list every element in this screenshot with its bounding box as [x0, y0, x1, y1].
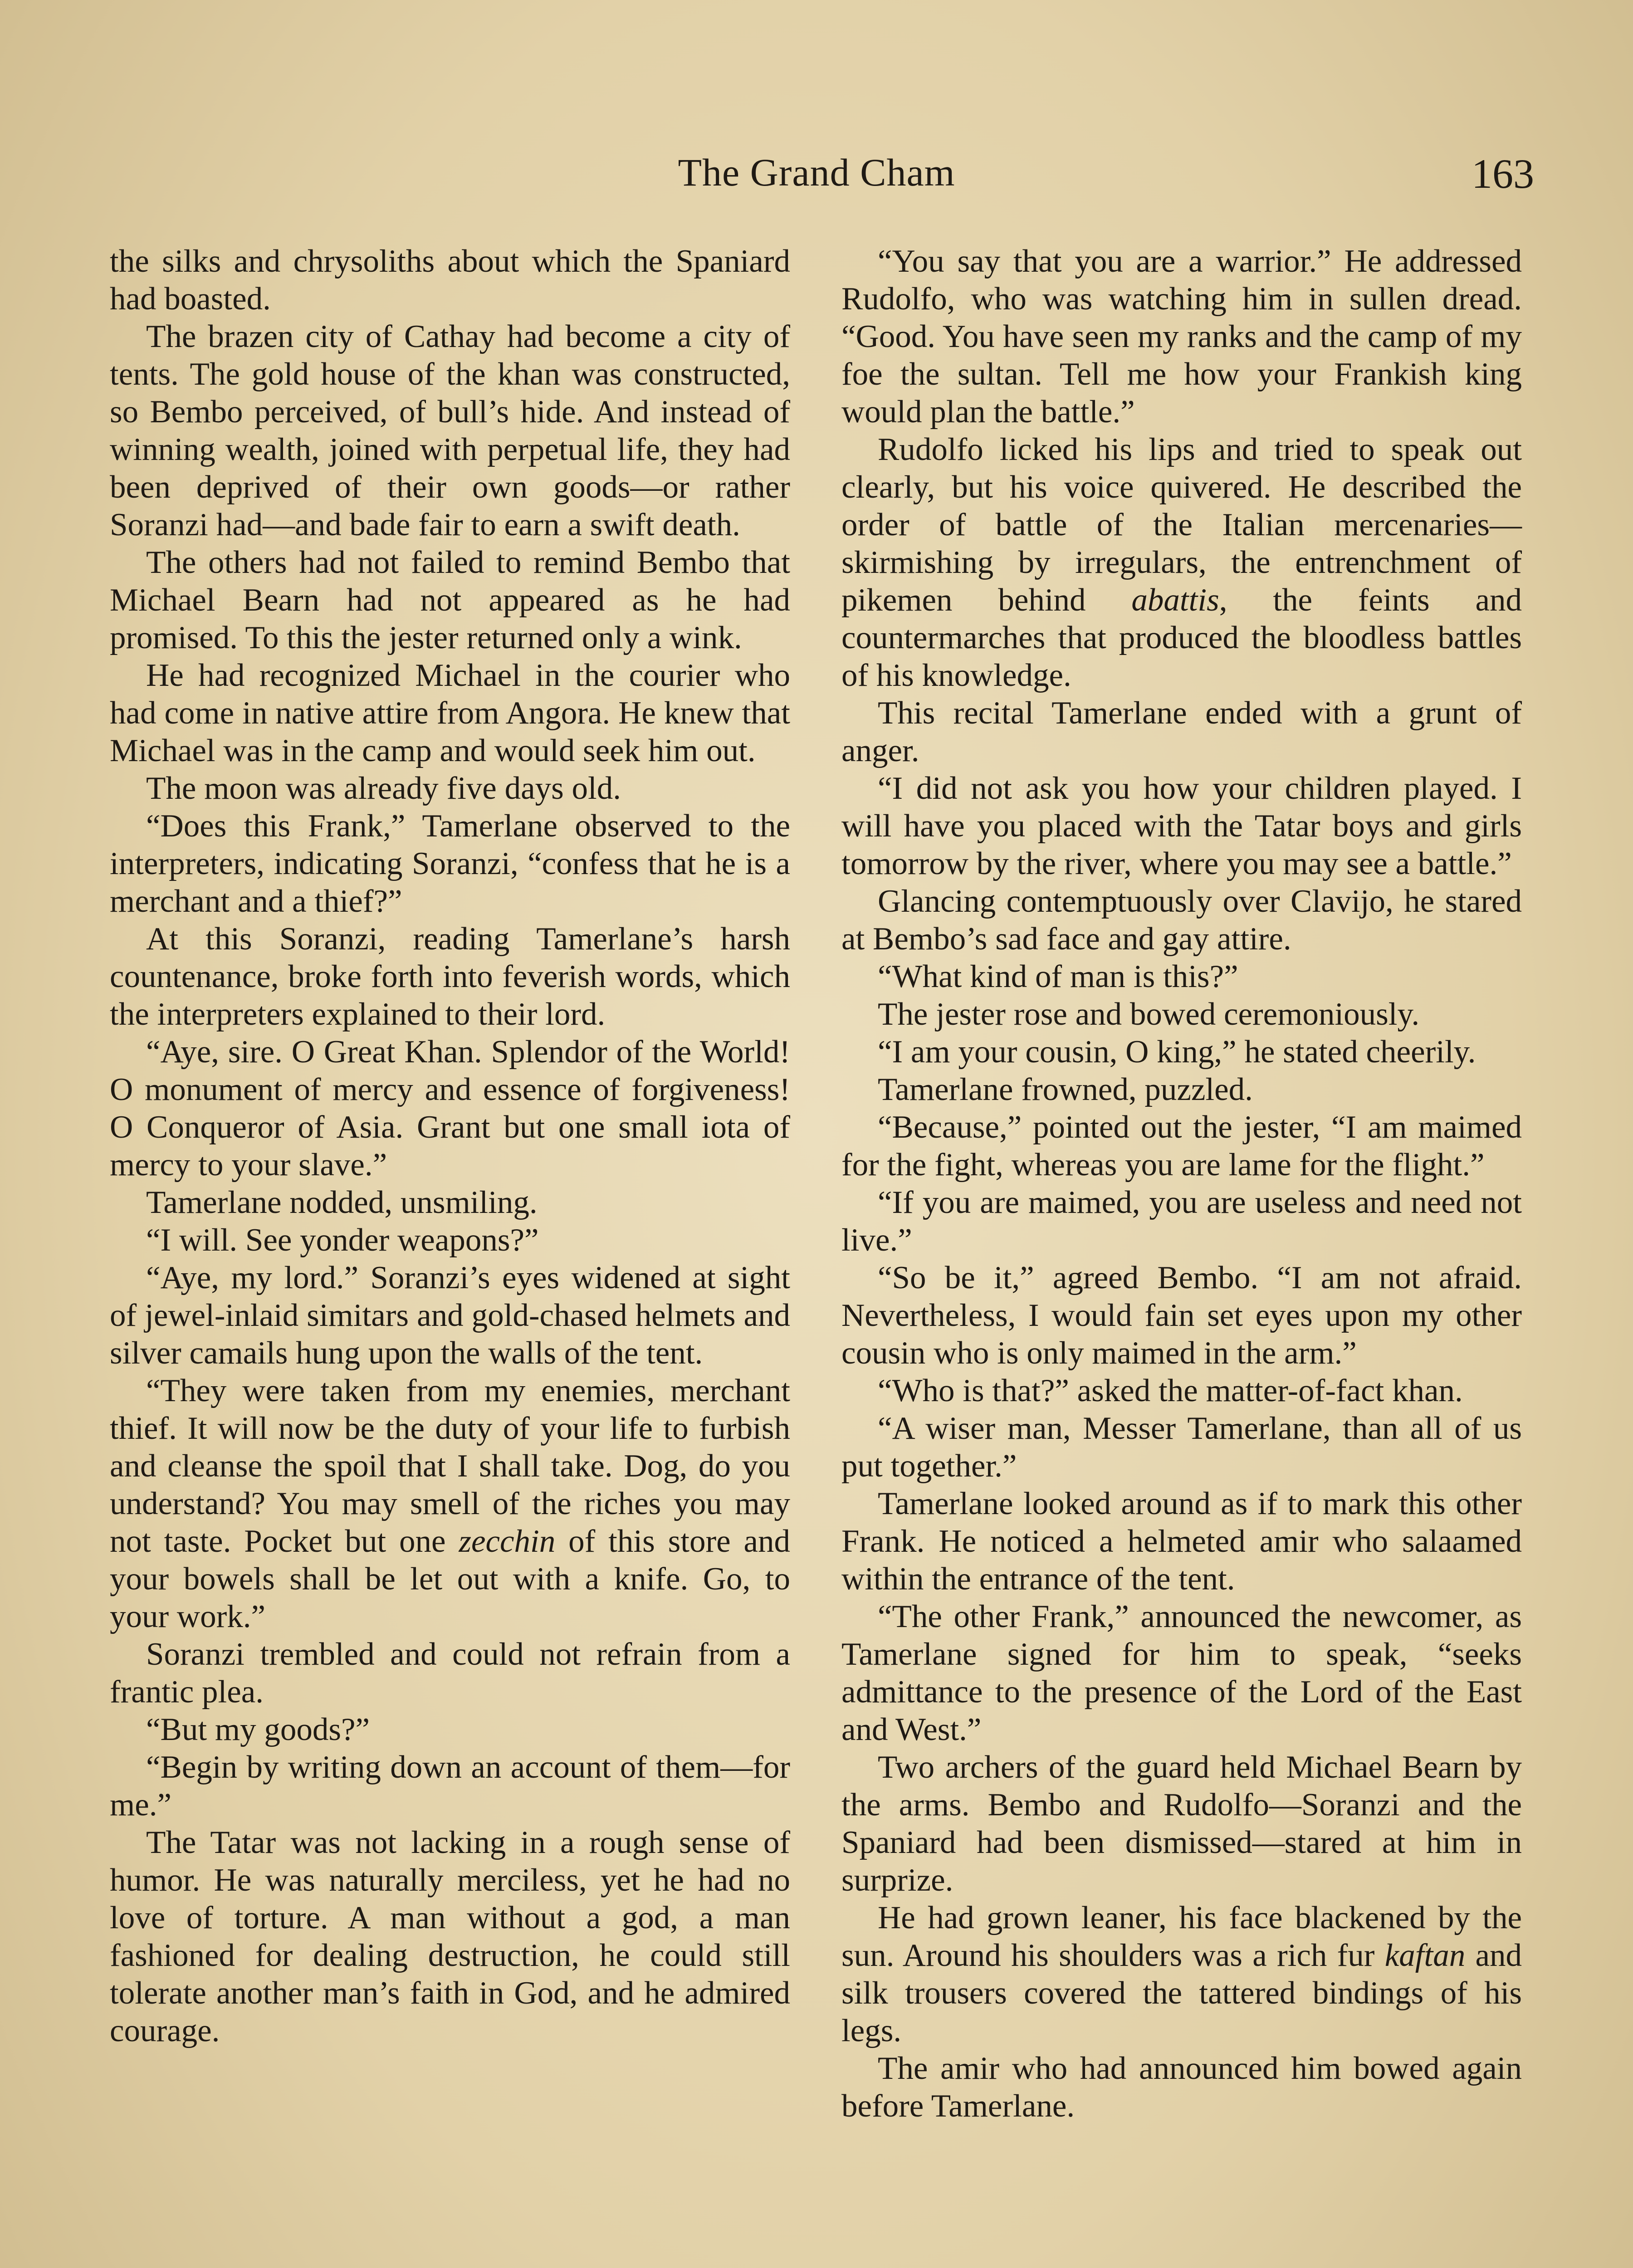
paragraph-text: “I did not ask you how your children played. I will have you placed with the Tatar boys and girls tomorrow by the river, where you may see a battle.”	[841, 771, 1522, 881]
paragraph	[841, 1372, 1522, 1410]
paragraph	[841, 1899, 1522, 2050]
paragraph	[841, 883, 1522, 958]
paragraph-text: of this store and your bowels shall be let out with a knife. Go, to your work.”	[110, 1524, 790, 1634]
paragraph-text: The amir who had announced him bowed again before Tamerlane.	[841, 2051, 1522, 2124]
paragraph-text: “You say that you are a warrior.” He addressed Rudolfo, who was watching him in sullen dread. “Good. You have seen my ranks and the camp of my foe the sultan. Tell me how your Frankish king would plan the battle.”	[841, 244, 1522, 430]
paragraph-text: Rudolfo licked his lips and tried to speak out clearly, but his voice quivered. He described the order of battle of the Italian mercenaries—skirmishing by irregulars, the entrenchment of pikemen behind	[841, 432, 1522, 618]
paragraph-text: “Does this Frank,” Tamerlane observed to the interpreters, indicating Soranzi, “confess that he is a merchant and a thief?”	[110, 808, 790, 919]
paragraph	[841, 996, 1522, 1033]
paragraph	[841, 1485, 1522, 1598]
paragraph-text: “They were taken from my enemies, merchant thief. It will now be the duty of your life to furbish and cleanse the spoil that I shall take. Dog, do you understand? You may smell of the riches you may not taste. Pocket but one	[110, 1373, 790, 1559]
paragraph-text: The Tatar was not lacking in a rough sense of humor. He was naturally merciless, yet he had no love of torture. A man without a god, a man fashioned for dealing destruction, he could still tolerate another man’s faith in God, and he admired courage.	[110, 1825, 790, 2048]
paragraph	[110, 318, 790, 544]
paragraph	[110, 1711, 790, 1749]
paragraph-text: He had recognized Michael in the courier who had come in native attire from Angora. He knew that Michael was in the camp and would seek him out.	[110, 658, 790, 768]
paragraph-text: “What kind of man is this?”	[878, 959, 1238, 994]
paragraph-text: “Aye, sire. O Great Khan. Splendor of the World! O monument of mercy and essence of forgiveness! O Conqueror of Asia. Grant but one small iota of mercy to your slave.”	[110, 1034, 790, 1183]
paragraph-text: This recital Tamerlane ended with a grunt of anger.	[841, 695, 1522, 768]
paragraph-text: “I am your cousin, O king,” he stated cheerily.	[878, 1034, 1476, 1070]
paragraph	[841, 1033, 1522, 1071]
running-title: The Grand Cham	[678, 151, 955, 194]
paragraph-text: Glancing contemptuously over Clavijo, he stared at Bembo’s sad face and gay attire.	[841, 884, 1522, 957]
paragraph-text: Tamerlane frowned, puzzled.	[878, 1072, 1253, 1107]
paragraph-text: He had grown leaner, his face blackened by the sun. Around his shoulders was a rich fur	[841, 1900, 1522, 1973]
paragraph-text: Tamerlane looked around as if to mark this other Frank. He noticed a helmeted amir who salaamed within the entrance of the tent.	[841, 1486, 1522, 1597]
italic-text: abattis	[1131, 582, 1219, 618]
italic-text: zecchin	[459, 1524, 556, 1559]
paragraph	[841, 1410, 1522, 1485]
paragraph-text: The jester rose and bowed ceremoniously.	[878, 997, 1420, 1032]
paragraph	[110, 1824, 790, 2050]
paragraph-text: , the feints and countermarches that produced the bloodless battles of his knowledge.	[841, 582, 1522, 693]
paragraph-text: The others had not failed to remind Bembo that Michael Bearn had not appeared as he had promised. To this the jester returned only a wink.	[110, 545, 790, 655]
paragraph	[110, 544, 790, 657]
paragraph-text: The moon was already five days old.	[146, 771, 621, 806]
page-header	[0, 150, 1633, 218]
paragraph	[110, 657, 790, 770]
left-text-column	[110, 243, 790, 2268]
paragraph	[110, 1749, 790, 1824]
paragraph-text: At this Soranzi, reading Tamerlane’s harsh countenance, broke forth into feverish words, which the interpreters explained to their lord.	[110, 921, 790, 1032]
paragraph	[841, 1259, 1522, 1372]
paragraph	[841, 431, 1522, 694]
paragraph-text: “Because,” pointed out the jester, “I am maimed for the fight, whereas you are lame for the flight.”	[841, 1110, 1522, 1183]
paragraph-text: Tamerlane nodded, unsmiling.	[146, 1185, 538, 1220]
paragraph-text: “Aye, my lord.” Soranzi’s eyes widened at sight of jewel-inlaid simitars and gold-chased helmets and silver camails hung upon the walls of the tent.	[110, 1260, 790, 1371]
paragraph-text: Two archers of the guard held Michael Bearn by the arms. Bembo and Rudolfo—Soranzi and the Spaniard had been dismissed—stared at him in surprize.	[841, 1750, 1522, 1898]
right-text-column	[841, 243, 1522, 2268]
italic-text: kaftan	[1384, 1938, 1466, 1973]
paragraph	[841, 1598, 1522, 1749]
paragraph	[841, 1749, 1522, 1899]
paragraph	[110, 1636, 790, 1711]
paragraph-text: “Who is that?” asked the matter-of-fact khan.	[878, 1373, 1463, 1408]
paragraph	[110, 1184, 790, 1222]
paragraph	[841, 770, 1522, 883]
paragraph	[110, 1222, 790, 1259]
paragraph	[110, 243, 790, 318]
paragraph-text: “But my goods?”	[146, 1712, 370, 1747]
paragraph-text: “I will. See yonder weapons?”	[146, 1222, 539, 1258]
paragraph	[841, 1109, 1522, 1184]
paragraph	[110, 1259, 790, 1372]
paragraph-text: “A wiser man, Messer Tamerlane, than all of us put together.”	[841, 1411, 1522, 1484]
paragraph-text: “So be it,” agreed Bembo. “I am not afraid. Nevertheless, I would fain set eyes upon my other cousin who is only maimed in the arm.”	[841, 1260, 1522, 1371]
paragraph-text: and silk trousers covered the tattered bindings of his legs.	[841, 1938, 1522, 2048]
paragraph-text: “Begin by writing down an account of them—for me.”	[110, 1750, 790, 1823]
paragraph	[841, 243, 1522, 431]
paragraph	[110, 1033, 790, 1184]
paragraph	[110, 1372, 790, 1636]
paragraph-text: The brazen city of Cathay had become a city of tents. The gold house of the khan was constructed, so Bembo perceived, of bull’s hide. And instead of winning wealth, joined with perpetual life, they had been deprived of their own goods—or rather Soranzi had—and bade fair to earn a swift death.	[110, 319, 790, 543]
paragraph-text: “The other Frank,” announced the newcomer, as Tamerlane signed for him to speak, “seeks admittance to the presence of the Lord of the East and West.”	[841, 1599, 1522, 1747]
paragraph-text: Soranzi trembled and could not refrain from a frantic plea.	[110, 1637, 790, 1710]
paragraph	[841, 1071, 1522, 1109]
page-number: 163	[1472, 151, 1534, 197]
paragraph	[110, 770, 790, 807]
paragraph	[841, 1184, 1522, 1259]
paragraph	[841, 694, 1522, 770]
paragraph	[841, 2050, 1522, 2125]
paragraph	[110, 920, 790, 1033]
paragraph-text: “If you are maimed, you are useless and need not live.”	[841, 1185, 1522, 1258]
paragraph	[110, 807, 790, 920]
paragraph-text: the silks and chrysoliths about which the Spaniard had boasted.	[110, 244, 790, 317]
paragraph	[841, 958, 1522, 996]
